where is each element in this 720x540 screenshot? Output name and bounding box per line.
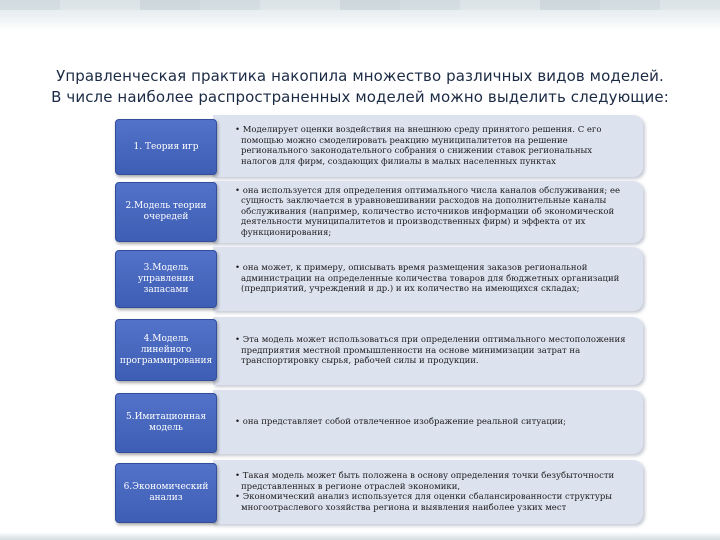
title-line-2: В числе наиболее распространенных моделей можно выделить следующие: <box>51 88 669 106</box>
description-text: • она может, к примеру, описывать время размещения заказов региональной администрации на определенные количества товаров для бюджетных организаций (предприятий, учреждений и др.) и их количество на имеющихся складах; <box>235 263 620 295</box>
model-description-2 <box>213 181 643 243</box>
page-title <box>30 66 690 108</box>
description-text: • Эта модель может использоваться при определении оптимального местоположения предприятия местной промышленности на основе минимизации затрат на транспортировку сырья, рабочей силы и продукции. <box>235 335 626 367</box>
title-line-1: Управленческая практика накопила множество различных видов моделей. <box>56 67 664 85</box>
description-text: • она используется для определения оптимального числа каналов обслуживания; ее сущность заключается в уравновешивании расходов на дополнительные каналы обслуживания (например, количество источников информации об экономической деятельности муниципалитетов и производственных фирм) и эффекта от их функционирования; <box>235 185 621 238</box>
description-text: • Моделирует оценки воздействия на внешнюю среду принятого решения. С его помощью можно смоделировать реакцию муниципалитетов на решение регионального законодательного собрания о снижении ставок региональных налогов для фирм, создающих филиалы в малых населенных пунктах <box>235 125 602 167</box>
model-description-4 <box>213 317 643 385</box>
model-label-5: 5.Имитационная модель <box>115 393 217 453</box>
model-description-6 <box>213 460 643 524</box>
model-label-2: 2.Модель теории очередей <box>115 182 217 242</box>
model-label-3: 3.Модель управления запасами <box>115 250 217 308</box>
top-decoration <box>0 0 720 30</box>
model-label-1: 1. Теория игр <box>115 119 217 175</box>
model-label-4: 4.Модель линейного программирования <box>115 319 217 381</box>
bottom-decoration <box>0 532 720 540</box>
description-text: • она представляет собой отвлеченное изображение реальной ситуации; <box>235 416 567 427</box>
model-label-6: 6.Экономический анализ <box>115 463 217 523</box>
model-description-5 <box>213 390 643 454</box>
model-description-1 <box>213 115 643 177</box>
model-description-3 <box>213 247 643 311</box>
description-text: • Экономический анализ используется для оценки сбалансированности структуры многоотраслевого хозяйства региона и выявления наиболее узких мест <box>235 492 613 513</box>
description-text: • Такая модель может быть положена в основу определения точки безубыточности представленных в регионе отраслей экономики, <box>235 471 615 492</box>
